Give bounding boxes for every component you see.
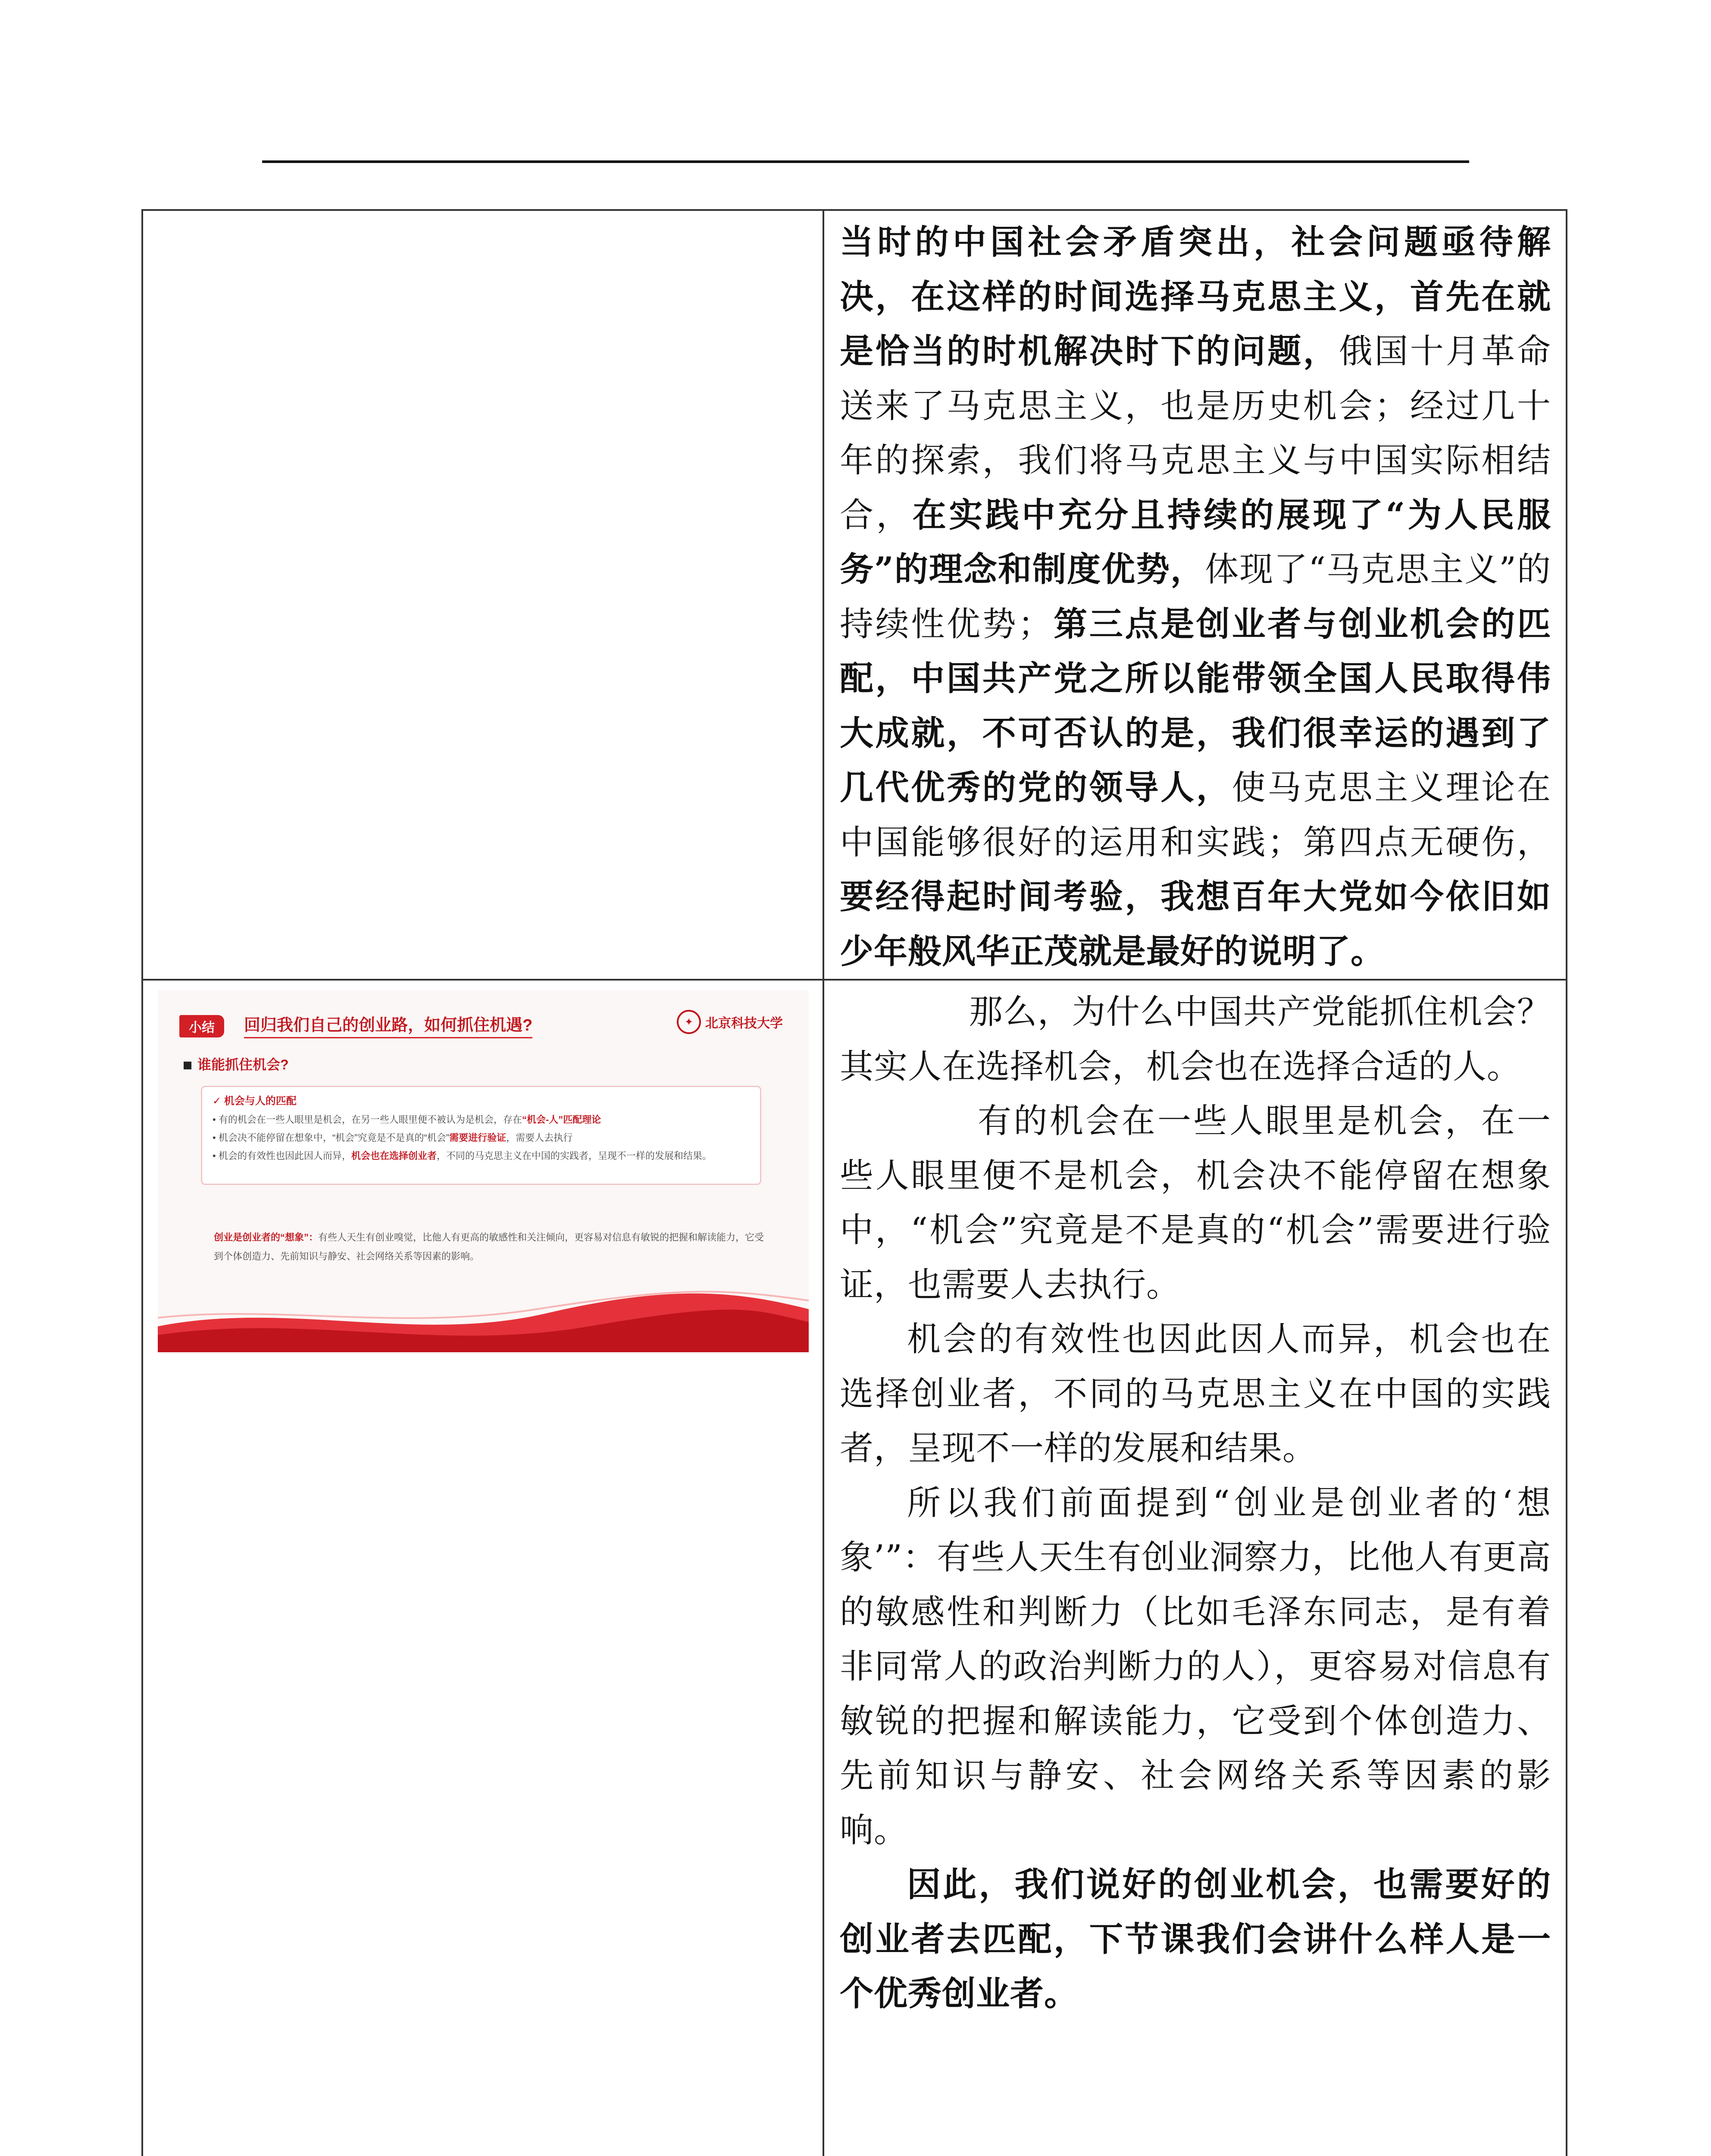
paragraph: 机会的有效性也因此因人而异，机会也在选择创业者，不同的马克思主义在中国的实践者，呈现不一样的发展和结果。 xyxy=(840,1320,1551,1468)
slide-footnote xyxy=(214,1228,770,1266)
box-heading: ✓ 机会与人的匹配 xyxy=(213,1095,297,1107)
slide-subtitle-text: 谁能抓住机会? xyxy=(197,1057,289,1072)
box-highlight: 需要进行验证 xyxy=(449,1132,507,1143)
box-text: • 有的机会在一些人眼里是机会，在另一些人眼里便不被认为是机会，存在 xyxy=(213,1114,522,1125)
right-cell-text xyxy=(823,210,1567,980)
bold-text: 要经得起时间考验，我想百年大党如今依旧如少年般风华正茂就是最好的说明了。 xyxy=(840,877,1551,971)
box-line xyxy=(213,1147,750,1165)
paragraph: 因此，我们说好的创业机会，也需要好的创业者去匹配，下节课我们会讲什么样人是一个优秀创业者。 xyxy=(840,1865,1551,2013)
box-text: • 机会的有效性也因此因人而异， xyxy=(213,1150,351,1161)
paragraph-block xyxy=(824,211,1566,979)
university-logo xyxy=(677,1010,783,1034)
paragraph: 有的机会在一些人眼里是机会，在一些人眼里便不是机会，机会决不能停留在想象中，“机会”究竟是不是真的“机会”需要进行验证，也需要人去执行。 xyxy=(840,1102,1551,1304)
bold-text: 第三点是创业者与创业机会的匹配，中国共产党之所以能带领全国人民取得伟大成就，不可否认的是，我们很幸运的遇到了几代优秀的党的领导人， xyxy=(840,604,1551,807)
table-row xyxy=(142,980,1567,2156)
square-bullet-icon xyxy=(184,1062,191,1069)
slide-subtitle xyxy=(184,1054,289,1074)
content-table xyxy=(141,209,1567,2156)
box-line xyxy=(213,1129,750,1147)
slide-image xyxy=(158,990,809,1352)
box-highlight: “机会-人”匹配理论 xyxy=(522,1114,601,1125)
box-text: ，不同的马克思主义在中国的实践者，呈现不一样的发展和结果。 xyxy=(436,1150,712,1161)
bold-text: 当时的中国社会矛盾突出，社会问题亟待解决，在这样的时间选择马克思主义，首先在就是恰当的时机解决时下的问题， xyxy=(840,222,1551,371)
table-row xyxy=(142,210,1567,980)
red-wave-decoration xyxy=(158,1275,809,1352)
text: 使马克思主义理论在中国能够很好的运用和实践；第四点无硬伤， xyxy=(840,768,1551,862)
left-cell-image xyxy=(142,980,823,2156)
paragraph xyxy=(840,215,1551,979)
foot-highlight: 创业是创业者的“想象”： xyxy=(214,1232,319,1243)
right-cell-text xyxy=(823,980,1567,2156)
slide-tag: 小结 xyxy=(179,1015,224,1037)
foot-text: 有些人天生有创业嗅觉，比他人有更高的敏感性和关注倾向，更容易对信息有敏锐的把握和解读能力，它受到个体创造力、先前知识与静安、社会网络关系等因素的影响。 xyxy=(214,1232,764,1262)
paragraph-block xyxy=(824,981,1566,2021)
box-text: • 机会决不能停留在想象中，“机会”究竟是不是真的“机会” xyxy=(213,1132,450,1143)
paragraph: 所以我们前面提到“创业是创业者的‘想象’”：有些人天生有创业洞察力，比他人有更高的敏感性和判断力（比如毛泽东同志，是有着非同常人的政治判断力的人），更容易对信息有敏锐的把握和解读能力，它受到个体创造力、先前知识与静安、社会网络关系等因素的影响。 xyxy=(840,1483,1551,1850)
paragraph: 那么，为什么中国共产党能抓住机会？其实人在选择机会，机会也在选择合适的人。 xyxy=(840,993,1551,1086)
box-line xyxy=(213,1111,750,1129)
header-rule xyxy=(262,160,1469,163)
seal-icon: ✦ xyxy=(677,1010,701,1034)
slide-title: 回归我们自己的创业路，如何抓住机遇? xyxy=(244,1012,532,1038)
text: 俄国十月革命送来了马克思主义，也是历史机会；经过几十年的探索，我们将马克思主义与中国实际相结合， xyxy=(840,332,1551,535)
slide-box xyxy=(201,1086,761,1185)
box-text: ，需要人去执行 xyxy=(506,1132,573,1143)
logo-text: 北京科技大学 xyxy=(705,1016,783,1031)
bold-text: 在实践中充分且持续的展现了“为人民服务”的理念和制度优势， xyxy=(840,495,1551,589)
left-cell-empty xyxy=(142,210,823,980)
box-highlight: 机会也在选择创业者 xyxy=(351,1150,437,1161)
text: 体现了“马克思主义”的持续性优势； xyxy=(840,550,1551,644)
